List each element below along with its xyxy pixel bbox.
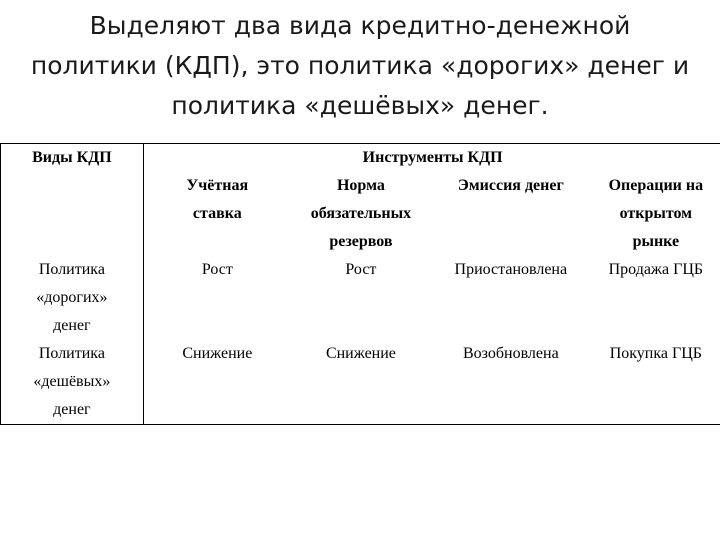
row-name-line2: «дорогих» <box>36 289 108 306</box>
cell-reserve-ratio: Рост <box>345 261 377 278</box>
header-discount-rate-line1: Учётная <box>186 177 249 194</box>
header-reserve-ratio-line2: обязательных <box>310 205 412 222</box>
slide-title <box>10 6 710 126</box>
row-policy-name <box>1 340 144 425</box>
table-row <box>1 256 720 340</box>
header-kdp-types: Виды КДП <box>1 144 144 257</box>
row-name-line1: Политика <box>38 345 105 362</box>
row-policy-name <box>1 256 144 340</box>
row-name-line3: денег <box>53 401 91 418</box>
title-line-1: Выделяют два вида кредитно-денежной <box>89 11 631 40</box>
cell-reserve-ratio: Снижение <box>291 340 431 425</box>
cell-open-market: Продажа ГЦБ <box>591 256 720 340</box>
row-name-line1: Политика <box>38 261 105 278</box>
header-open-market-line1: Операции на <box>608 177 704 194</box>
header-reserve-ratio-line1: Норма <box>336 177 385 194</box>
header-reserve-ratio <box>291 172 431 256</box>
table-header-row <box>1 144 720 173</box>
header-open-market <box>591 172 720 256</box>
header-discount-rate <box>143 172 291 256</box>
header-reserve-ratio-line3: резервов <box>329 233 393 250</box>
header-open-market-line3: рынке <box>632 233 680 250</box>
cell-money-emission: Возобновлена <box>431 340 591 425</box>
title-line-2: политики (КДП), это политика «дорогих» денег и <box>30 51 690 80</box>
title-line-3: политика «дешёвых» денег. <box>171 91 549 120</box>
cell-discount-rate: Рост <box>201 261 233 278</box>
cell-open-market: Покупка ГЦБ <box>591 340 720 425</box>
header-kdp-instruments: Инструменты КДП <box>143 144 720 173</box>
row-name-line2: «дешёвых» <box>33 373 111 390</box>
cell-discount-rate: Снижение <box>143 340 291 425</box>
header-open-market-line2: открытом <box>619 205 693 222</box>
header-money-emission <box>431 172 591 256</box>
row-name-line3: денег <box>53 317 91 334</box>
header-discount-rate-line2: ставка <box>192 205 242 222</box>
table-row <box>1 340 720 425</box>
cell-money-emission: Приостановлена <box>454 261 568 278</box>
kdp-table <box>0 143 720 425</box>
header-money-emission-line1: Эмиссия денег <box>457 177 564 194</box>
